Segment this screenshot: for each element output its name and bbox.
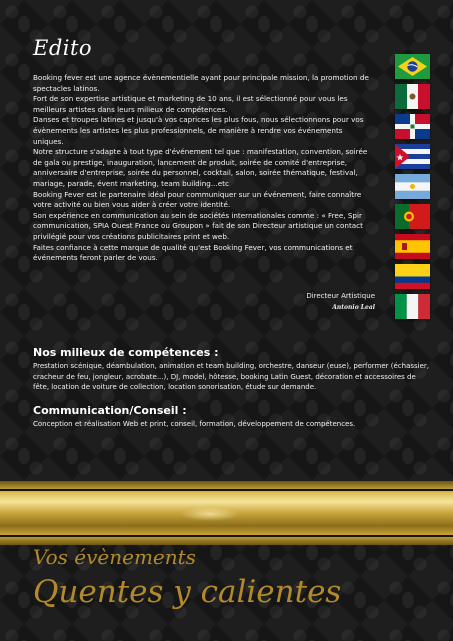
section-heading-competences: Nos milieux de compétences : <box>33 346 219 359</box>
signature-role: Directeur Artistique <box>306 292 375 300</box>
gold-band-line <box>0 535 453 537</box>
flags-column <box>395 54 430 324</box>
edito-paragraph: Notre structure s'adapte à tout type d'événement tel que : manifestation, convention, soirée de gala ou prestige, inauguration, lancement de produit, soirée de comité d'entreprise, anniversaire d'entreprise, soirée du personnel, cocktail, salon, soirée thématique, festival, mariage, parade, évent marketing, team building...etc <box>33 147 368 188</box>
dominican-republic-flag <box>395 114 430 139</box>
page-title: Edito <box>33 36 93 60</box>
edito-paragraph: Son expérience en communication au sein de sociétés internationales comme : « Free, Spir communication, SPIA Ouest France ou Groupon » fait de son Directeur artistique un contact privilégié pour vos créations publicitaires print et web. <box>33 210 363 241</box>
edito-paragraph: Faites confiance à cette marque de qualité qu'est Booking Fever, vos communications et événements feront parler de vous. <box>33 242 353 263</box>
cuba-flag <box>395 144 430 169</box>
section-heading-communication: Communication/Conseil : <box>33 404 187 417</box>
signature-name: Antonio Leal <box>332 304 375 311</box>
argentina-flag <box>395 174 430 199</box>
gold-band-shine <box>180 507 240 521</box>
italy-flag <box>395 294 430 319</box>
footer-tagline-2: Quentes y calientes <box>33 574 342 610</box>
spain-flag <box>395 234 430 259</box>
colombia-flag <box>395 264 430 289</box>
edito-paragraph: Booking fever est une agence évènementielle ayant pour principale mission, la promotion de spectacles latinos. <box>33 73 369 93</box>
signature-block <box>306 291 375 313</box>
section-text-communication: Conception et réalisation Web et print, conseil, formation, développement de compétences. <box>33 420 356 428</box>
edito-paragraph: Booking Fever est le partenaire idéal pour communiquer sur un événement, faire connaître votre activité ou bien vous aider à créer votre identité. <box>33 189 362 210</box>
mexico-flag <box>395 84 430 109</box>
edito-paragraph: Fort de son expertise artistique et marketing de 10 ans, il est sélectionné pour vous les meilleurs artistes dans leurs milieux de compétences. <box>33 94 348 114</box>
edito-body <box>33 73 373 264</box>
brazil-flag <box>395 54 430 79</box>
gold-band-line <box>0 489 453 491</box>
portugal-flag <box>395 204 430 229</box>
gold-band-divider <box>0 481 453 545</box>
section-text-competences: Prestation scénique, déambulation, animation et team building, orchestre, danseur (euse), performer (échassier, cracheur de feu, jongleur, acrobate...), DJ, model, hôtesse, booking Latin Guest, décoration et accessoires de fête, location de voiture de collection, location sonorisation, étude sur demande. <box>33 362 430 392</box>
footer-tagline-1: Vos évènements <box>33 545 196 569</box>
edito-paragraph: Danses et troupes latines et jusqu'à vos caprices les plus fous, nous sélectionnons pour vos évènements les artistes les plus professionnels, de manière à rendre vos événements uniques. <box>33 115 364 146</box>
